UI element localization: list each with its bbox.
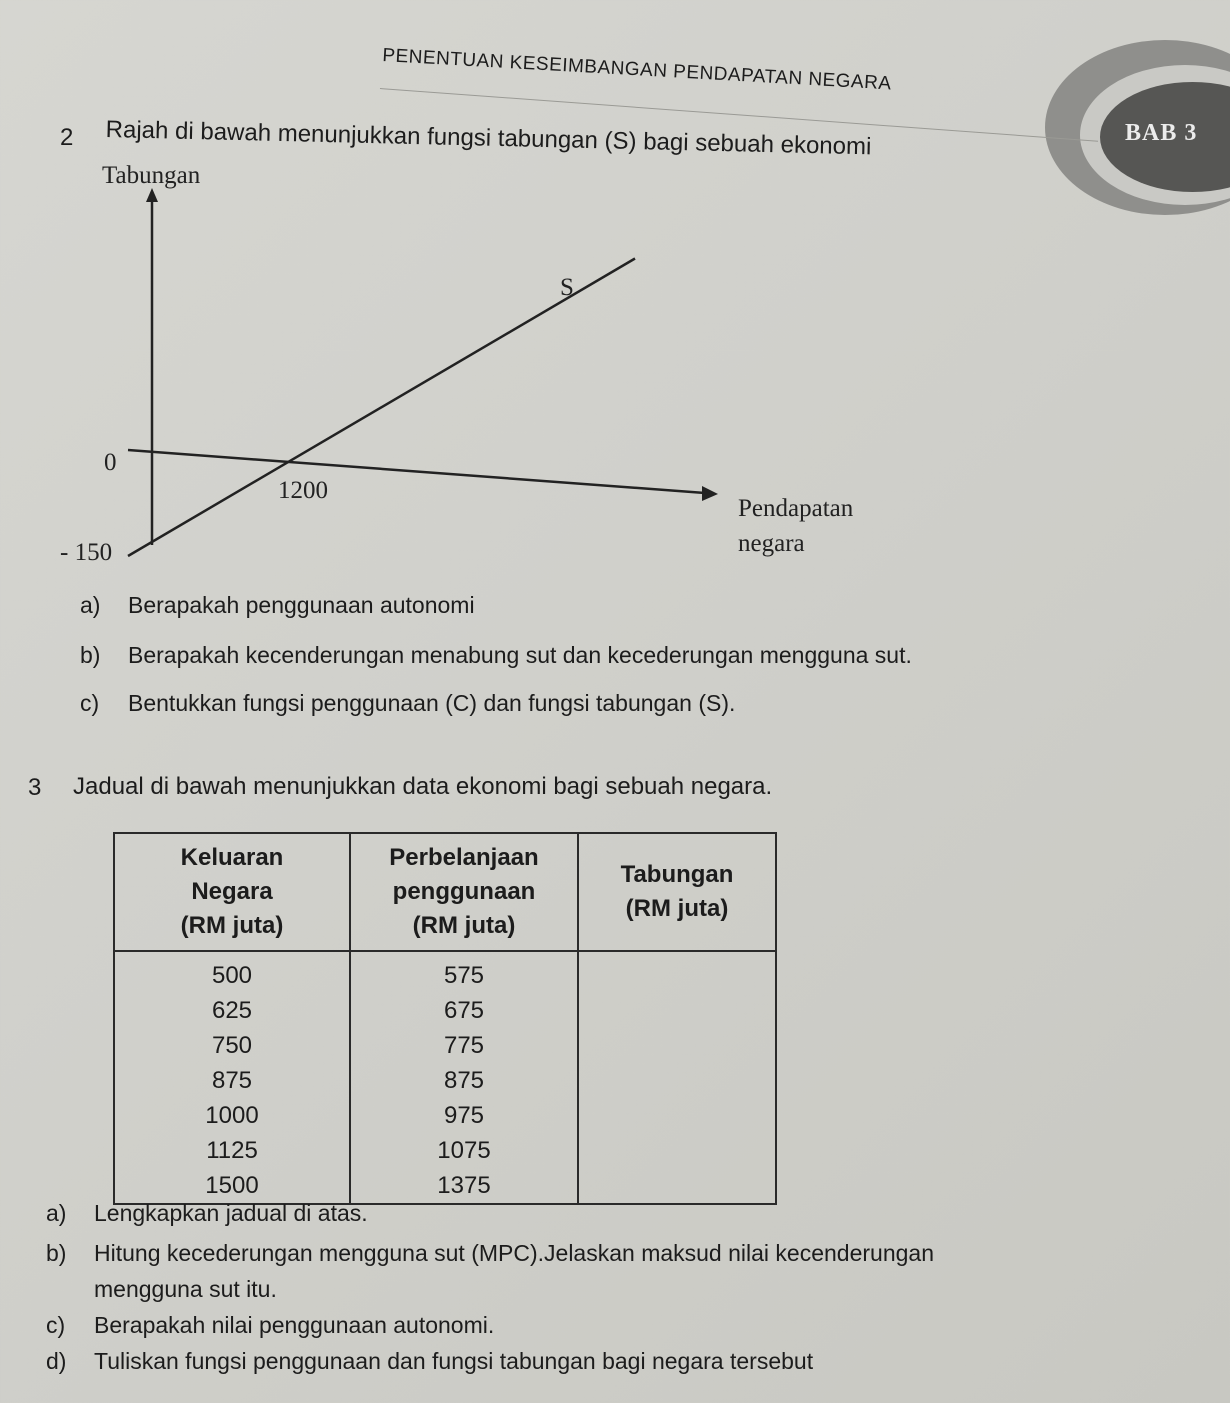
x-axis-label-line1: Pendapatan <box>738 495 854 522</box>
table-cell: 750 <box>211 1032 253 1059</box>
question-3b-cont: mengguna sut itu. <box>94 1276 277 1302</box>
savings-column-empty[interactable] <box>578 951 776 1204</box>
x-axis-label-line2: negara <box>738 530 805 557</box>
table-cell: 1000 <box>205 1102 259 1129</box>
table-header-row <box>114 833 776 951</box>
y-tick-neg150: - 150 <box>60 539 113 566</box>
savings-line-s <box>128 259 635 557</box>
table-cell: 875 <box>443 1067 485 1094</box>
question-3-text: Jadual di bawah menunjukkan data ekonomi bagi sebuah negara. <box>73 773 773 800</box>
question-2-text: Rajah di bawah menunjukkan fungsi tabungan (S) bagi sebuah ekonomi <box>105 116 872 161</box>
x-tick-1200: 1200 <box>278 477 328 504</box>
question-2c: c) Bentukkan fungsi penggunaan (C) dan fungsi tabungan (S). <box>80 690 736 716</box>
table-cell: 625 <box>211 997 253 1024</box>
table-data-row <box>114 951 776 1204</box>
question-3a: a) Lengkapkan jadual di atas. <box>46 1200 368 1226</box>
table-cell: 875 <box>211 1067 253 1094</box>
header-savings: Tabungan (RM juta) <box>578 833 776 951</box>
table-cell: 675 <box>443 997 485 1024</box>
table-cell: 975 <box>443 1102 485 1129</box>
chapter-label: BAB 3 <box>1125 120 1198 146</box>
x-axis-arrow <box>702 486 718 501</box>
table-cell: 1375 <box>437 1172 491 1199</box>
consumption-column <box>350 951 578 1204</box>
page-title: PENENTUAN KESEIMBANGAN PENDAPATAN NEGARA <box>381 45 893 95</box>
savings-function-chart <box>0 150 1000 590</box>
economic-data-table <box>113 832 777 1205</box>
question-3c: c) Berapakah nilai penggunaan autonomi. <box>46 1312 495 1338</box>
series-label-s: S <box>560 274 574 301</box>
header-national-output: Keluaran Negara (RM juta) <box>114 833 350 951</box>
table-cell: 575 <box>443 962 485 989</box>
question-3b: b) Hitung kecederungan mengguna sut (MPC).Jelaskan maksud nilai kecenderungan <box>46 1240 934 1266</box>
question-2b: b) Berapakah kecenderungan menabung sut dan kecederungan mengguna sut. <box>80 642 912 668</box>
y-tick-0: 0 <box>104 449 117 476</box>
question-3d: d) Tuliskan fungsi penggunaan dan fungsi tabungan bagi negara tersebut <box>46 1348 814 1374</box>
income-column <box>114 951 350 1204</box>
x-axis <box>128 450 705 493</box>
table-cell: 1075 <box>437 1137 491 1164</box>
table-cell: 500 <box>211 962 253 989</box>
question-2a: a) Berapakah penggunaan autonomi <box>80 592 475 618</box>
table-cell: 1125 <box>206 1137 258 1164</box>
y-axis-arrow <box>146 188 158 202</box>
question-3-number: 3 <box>28 774 42 801</box>
table-cell: 1500 <box>205 1172 259 1199</box>
table-cell: 775 <box>443 1032 485 1059</box>
header-consumption: Perbelanjaan penggunaan (RM juta) <box>350 833 578 951</box>
question-2-number: 2 <box>60 124 74 151</box>
y-axis-label: Tabungan <box>102 162 201 189</box>
